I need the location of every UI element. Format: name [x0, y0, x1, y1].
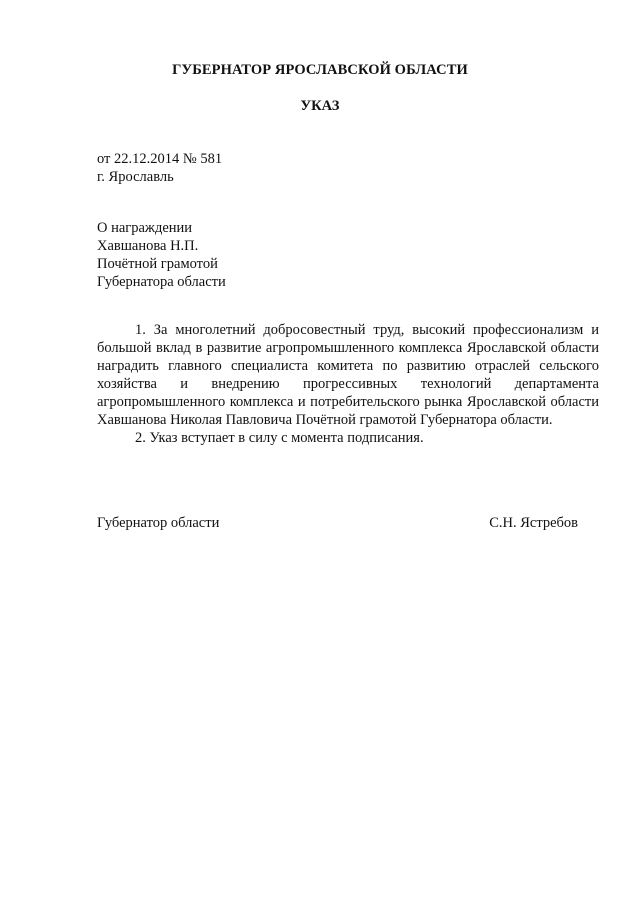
subject-line: Почётной грамотой	[97, 256, 218, 272]
document-body	[97, 321, 599, 447]
subject-line: О награждении	[97, 220, 193, 236]
date-and-number: от 22.12.2014 № 581	[97, 151, 223, 167]
signatory-position: Губернатор области	[97, 515, 220, 531]
signatory-name: С.Н. Ястребов	[489, 515, 578, 531]
body-paragraph: 2. Указ вступает в силу с момента подписания.	[135, 430, 424, 446]
body-paragraph: 1. За многолетний добросовестный труд, высокий профессионализм и большой вклад в развитие агропромышленного комплекса Ярославской области наградить главного специалиста комитета по развитию отраслей сельского хозяйства и внедрению прогрессивных технологий департамента агропромышленного комплекса и потребительского рынка Ярославской области Хавшанова Николая Павловича Почётной грамотой Губернатора области.	[97, 322, 599, 428]
document-meta	[97, 150, 222, 186]
subject-line: Губернатора области	[97, 274, 226, 290]
signature-block	[97, 514, 578, 532]
document-subject	[97, 219, 226, 291]
place-of-issue: г. Ярославль	[97, 169, 174, 185]
subject-line: Хавшанова Н.П.	[97, 238, 199, 254]
issuing-authority: ГУБЕРНАТОР ЯРОСЛАВСКОЙ ОБЛАСТИ	[172, 62, 468, 78]
document-type: УКАЗ	[300, 98, 340, 114]
